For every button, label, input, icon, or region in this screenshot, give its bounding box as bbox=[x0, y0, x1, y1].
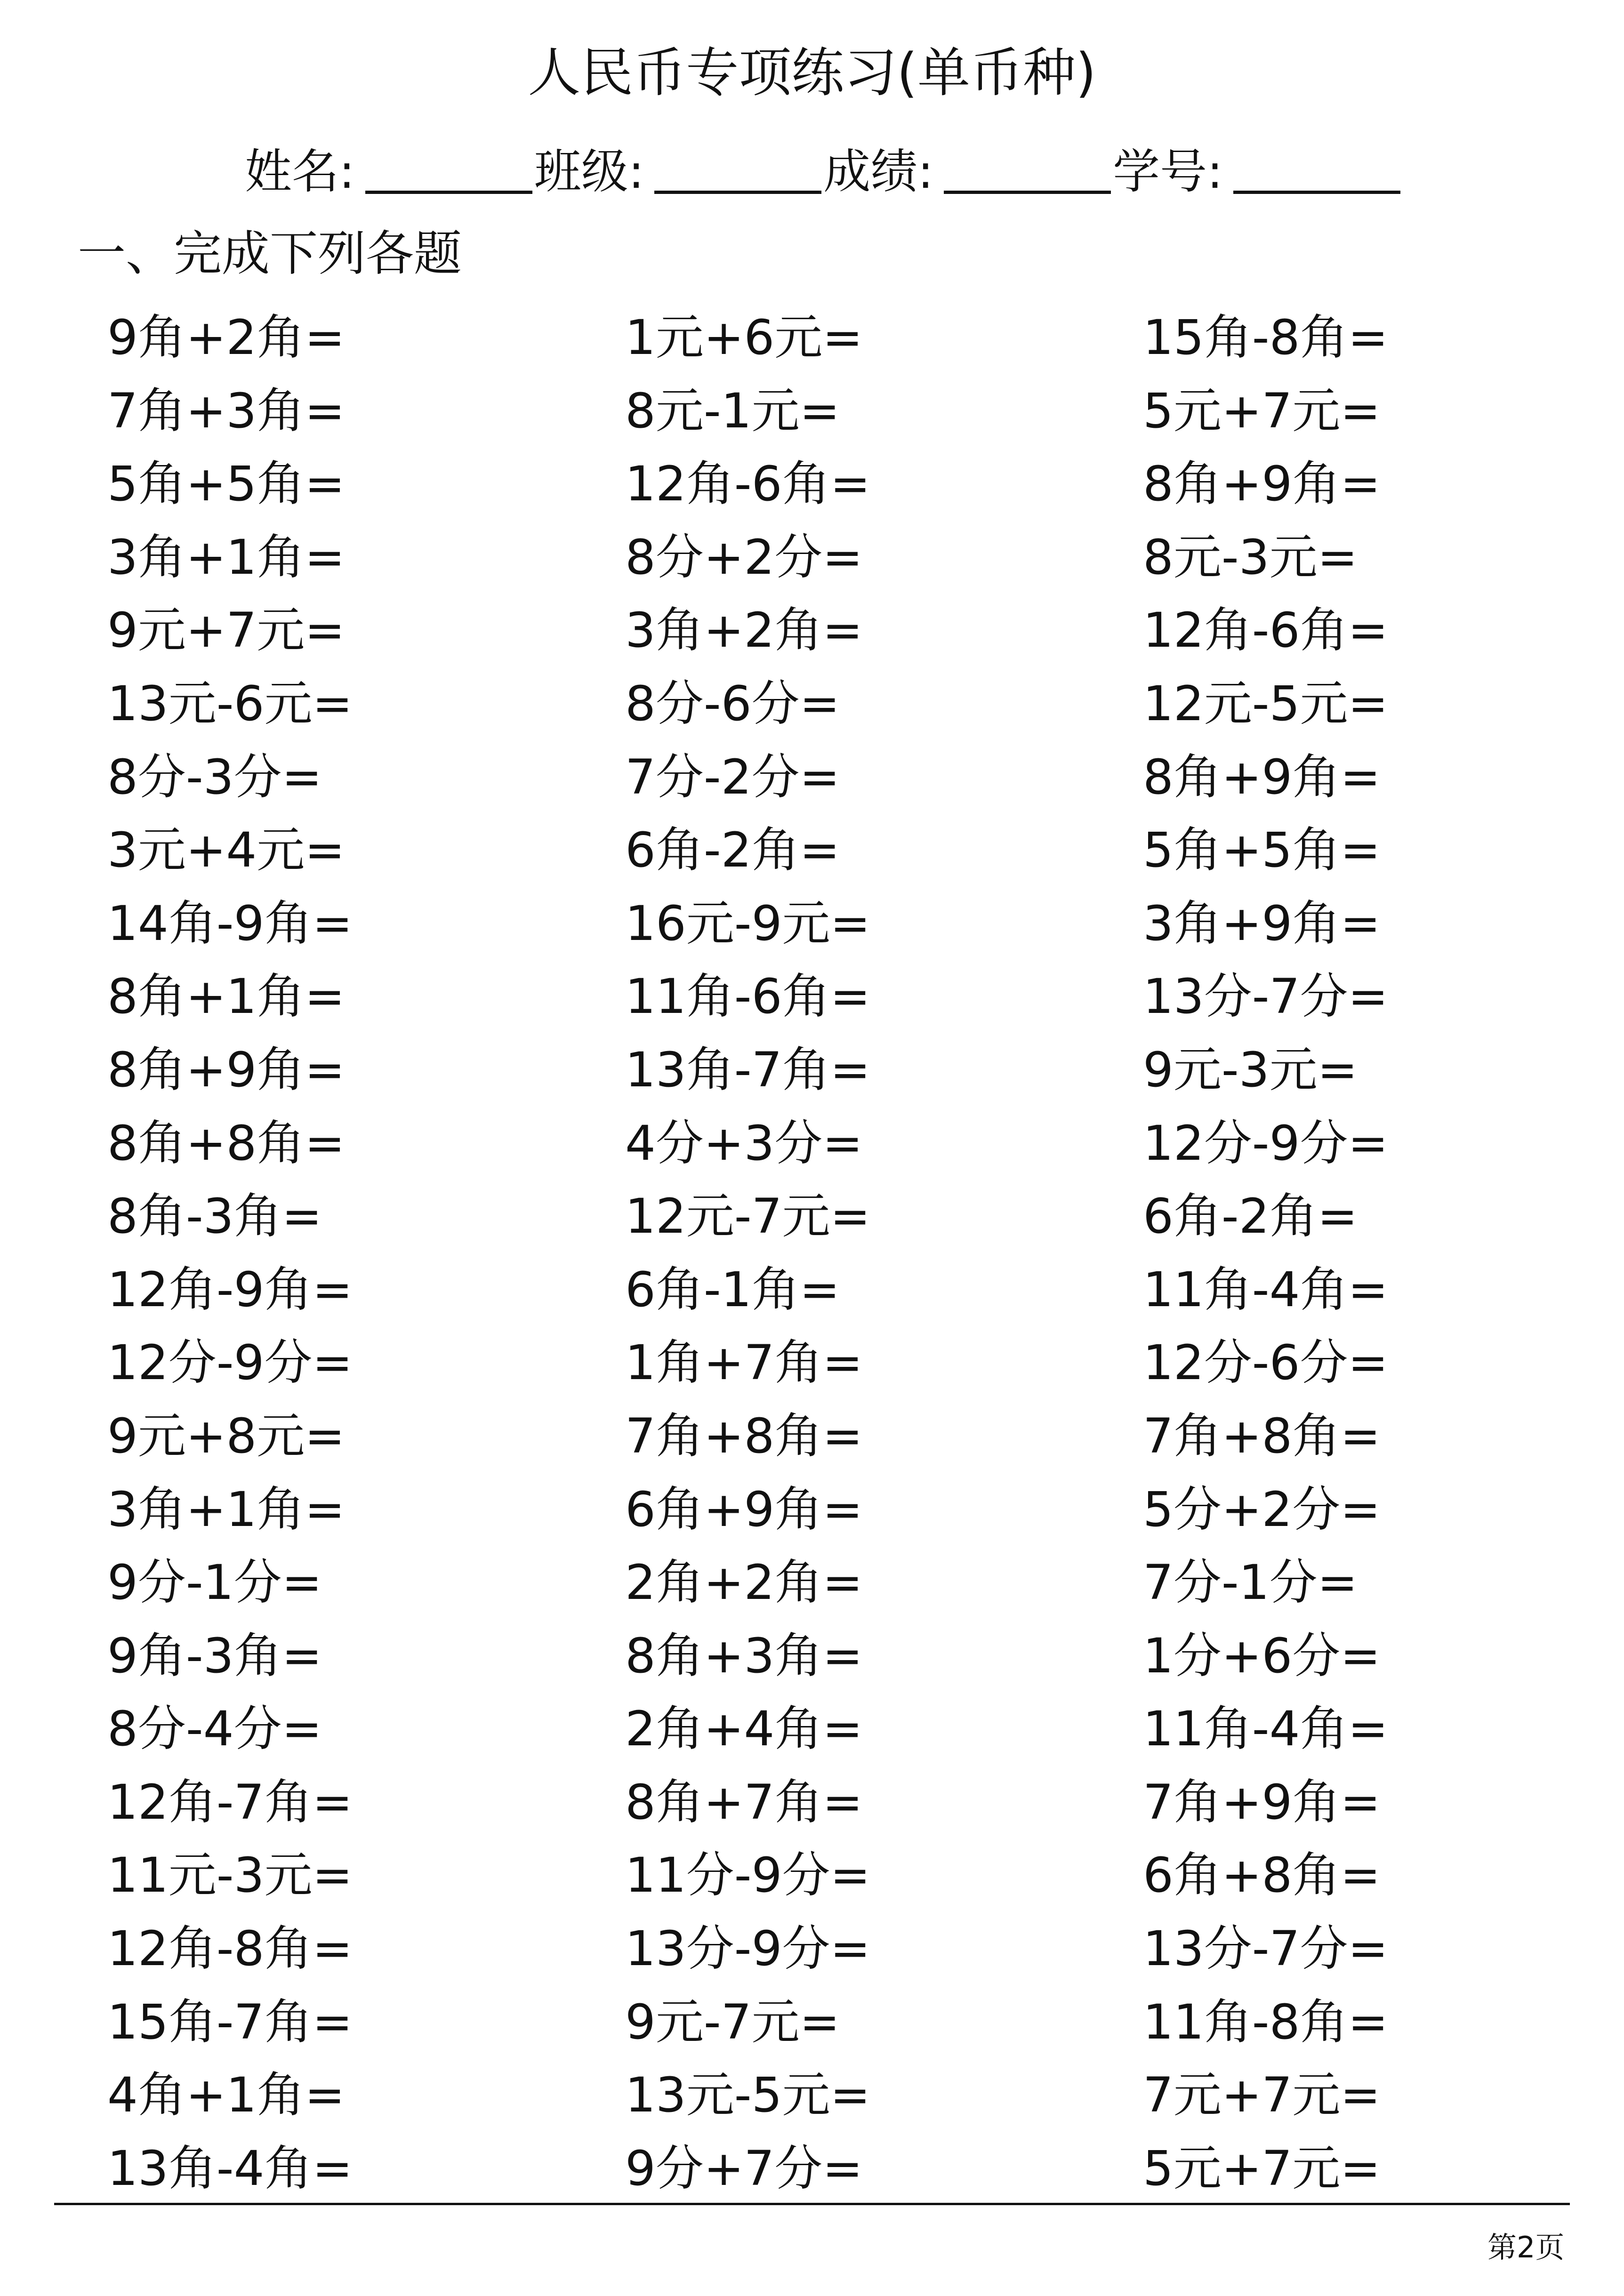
problem-item: 3角+1角= bbox=[107, 529, 345, 586]
problem-item: 12分-9分= bbox=[107, 1335, 353, 1391]
footer-divider bbox=[54, 2203, 1570, 2205]
problem-item: 8分-3分= bbox=[107, 749, 322, 805]
problem-item: 6角+9角= bbox=[625, 1481, 863, 1538]
problem-item: 8角+3角= bbox=[625, 1628, 863, 1684]
problem-item: 6角+8角= bbox=[1143, 1847, 1381, 1904]
problem-item: 6角-2角= bbox=[625, 822, 840, 879]
problem-item: 14角-9角= bbox=[107, 895, 353, 952]
name-blank[interactable] bbox=[365, 185, 532, 194]
score-label: 成绩: bbox=[823, 144, 934, 199]
problem-item: 8角+9角= bbox=[1143, 749, 1381, 805]
class-label: 班级: bbox=[534, 144, 644, 199]
problem-item: 1分+6分= bbox=[1143, 1628, 1381, 1684]
problem-item: 3元+4元= bbox=[107, 822, 345, 879]
problem-item: 7角+9角= bbox=[1143, 1774, 1381, 1830]
problem-item: 8分+2分= bbox=[625, 529, 863, 586]
problem-item: 15角-7角= bbox=[107, 1994, 353, 2050]
problem-item: 7角+8角= bbox=[625, 1408, 863, 1464]
score-blank[interactable] bbox=[944, 185, 1111, 194]
problem-item: 5角+5角= bbox=[107, 456, 345, 513]
page-number: 第2页 bbox=[1487, 2230, 1565, 2264]
problem-item: 12分-9分= bbox=[1143, 1115, 1388, 1172]
problem-item: 3角+9角= bbox=[1143, 895, 1381, 952]
problem-item: 9元-3元= bbox=[1143, 1042, 1358, 1098]
problem-item: 3角+1角= bbox=[107, 1481, 345, 1538]
problem-item: 8角+8角= bbox=[107, 1115, 345, 1172]
problem-item: 13元-5元= bbox=[625, 2067, 870, 2124]
problem-item: 8角+1角= bbox=[107, 969, 345, 1025]
problem-item: 8角-3角= bbox=[107, 1188, 322, 1245]
score-field bbox=[823, 141, 1113, 202]
problem-item: 9分+7分= bbox=[625, 2140, 863, 2197]
problem-item: 12角-6角= bbox=[1143, 602, 1388, 659]
problem-item: 1角+7角= bbox=[625, 1335, 863, 1391]
problem-item: 9分-1分= bbox=[107, 1555, 322, 1611]
problem-item: 7角+8角= bbox=[1143, 1408, 1381, 1464]
student-id-blank[interactable] bbox=[1233, 185, 1400, 194]
problem-item: 12元-7元= bbox=[625, 1188, 870, 1245]
problem-item: 7分-2分= bbox=[625, 749, 840, 805]
problem-item: 13分-7分= bbox=[1143, 969, 1388, 1025]
problem-item: 7角+3角= bbox=[107, 383, 345, 439]
problem-grid bbox=[107, 301, 1567, 2205]
problem-item: 11角-6角= bbox=[625, 969, 870, 1025]
problem-item: 13分-7分= bbox=[1143, 1921, 1388, 1977]
problem-item: 12角-7角= bbox=[107, 1774, 353, 1830]
page-title: 人民币专项练习(单币种) bbox=[528, 42, 1096, 104]
problem-item: 8分-4分= bbox=[107, 1701, 322, 1758]
class-blank[interactable] bbox=[654, 185, 821, 194]
student-id-field bbox=[1113, 141, 1402, 202]
problem-item: 13分-9分= bbox=[625, 1921, 870, 1977]
problem-item: 11分-9分= bbox=[625, 1847, 870, 1904]
name-field bbox=[245, 141, 534, 202]
problem-item: 8角+9角= bbox=[1143, 456, 1381, 513]
problem-item: 11角-4角= bbox=[1143, 1701, 1388, 1758]
problem-item: 5元+7元= bbox=[1143, 383, 1381, 439]
problem-item: 8分-6分= bbox=[625, 675, 840, 732]
problem-item: 11角-8角= bbox=[1143, 1994, 1388, 2050]
student-info-line bbox=[245, 141, 1422, 202]
problem-item: 6角-2角= bbox=[1143, 1188, 1358, 1245]
problem-item: 12角-6角= bbox=[625, 456, 870, 513]
problem-item: 4分+3分= bbox=[625, 1115, 863, 1172]
name-label: 姓名: bbox=[245, 144, 355, 199]
section-heading: 一、完成下列各题 bbox=[78, 226, 462, 282]
problem-item: 8角+7角= bbox=[625, 1774, 863, 1830]
problem-item: 5分+2分= bbox=[1143, 1481, 1381, 1538]
problem-item: 2角+4角= bbox=[625, 1701, 863, 1758]
problem-item: 8元-1元= bbox=[625, 383, 840, 439]
problem-item: 12分-6分= bbox=[1143, 1335, 1388, 1391]
problem-item: 12元-5元= bbox=[1143, 675, 1388, 732]
problem-item: 13角-4角= bbox=[107, 2140, 353, 2197]
problem-item: 11角-4角= bbox=[1143, 1261, 1388, 1318]
problem-item: 3角+2角= bbox=[625, 602, 863, 659]
problem-item: 12角-8角= bbox=[107, 1921, 353, 1977]
problem-item: 5元+7元= bbox=[1143, 2140, 1381, 2197]
problem-item: 15角-8角= bbox=[1143, 310, 1388, 366]
problem-item: 12角-9角= bbox=[107, 1261, 353, 1318]
problem-item: 7元+7元= bbox=[1143, 2067, 1381, 2124]
problem-item: 5角+5角= bbox=[1143, 822, 1381, 879]
problem-item: 4角+1角= bbox=[107, 2067, 345, 2124]
problem-item: 1元+6元= bbox=[625, 310, 863, 366]
problem-item: 13角-7角= bbox=[625, 1042, 870, 1098]
student-id-label: 学号: bbox=[1113, 144, 1223, 199]
problem-item: 9元+7元= bbox=[107, 602, 345, 659]
problem-item: 9元+8元= bbox=[107, 1408, 345, 1464]
problem-item: 7分-1分= bbox=[1143, 1555, 1358, 1611]
problem-item: 9角-3角= bbox=[107, 1628, 322, 1684]
problem-item: 13元-6元= bbox=[107, 675, 353, 732]
class-field bbox=[534, 141, 824, 202]
problem-item: 8角+9角= bbox=[107, 1042, 345, 1098]
problem-item: 6角-1角= bbox=[625, 1261, 840, 1318]
problem-item: 9角+2角= bbox=[107, 310, 345, 366]
problem-item: 16元-9元= bbox=[625, 895, 870, 952]
problem-item: 8元-3元= bbox=[1143, 529, 1358, 586]
problem-item: 9元-7元= bbox=[625, 1994, 840, 2050]
problem-item: 11元-3元= bbox=[107, 1847, 353, 1904]
problem-item: 2角+2角= bbox=[625, 1555, 863, 1611]
